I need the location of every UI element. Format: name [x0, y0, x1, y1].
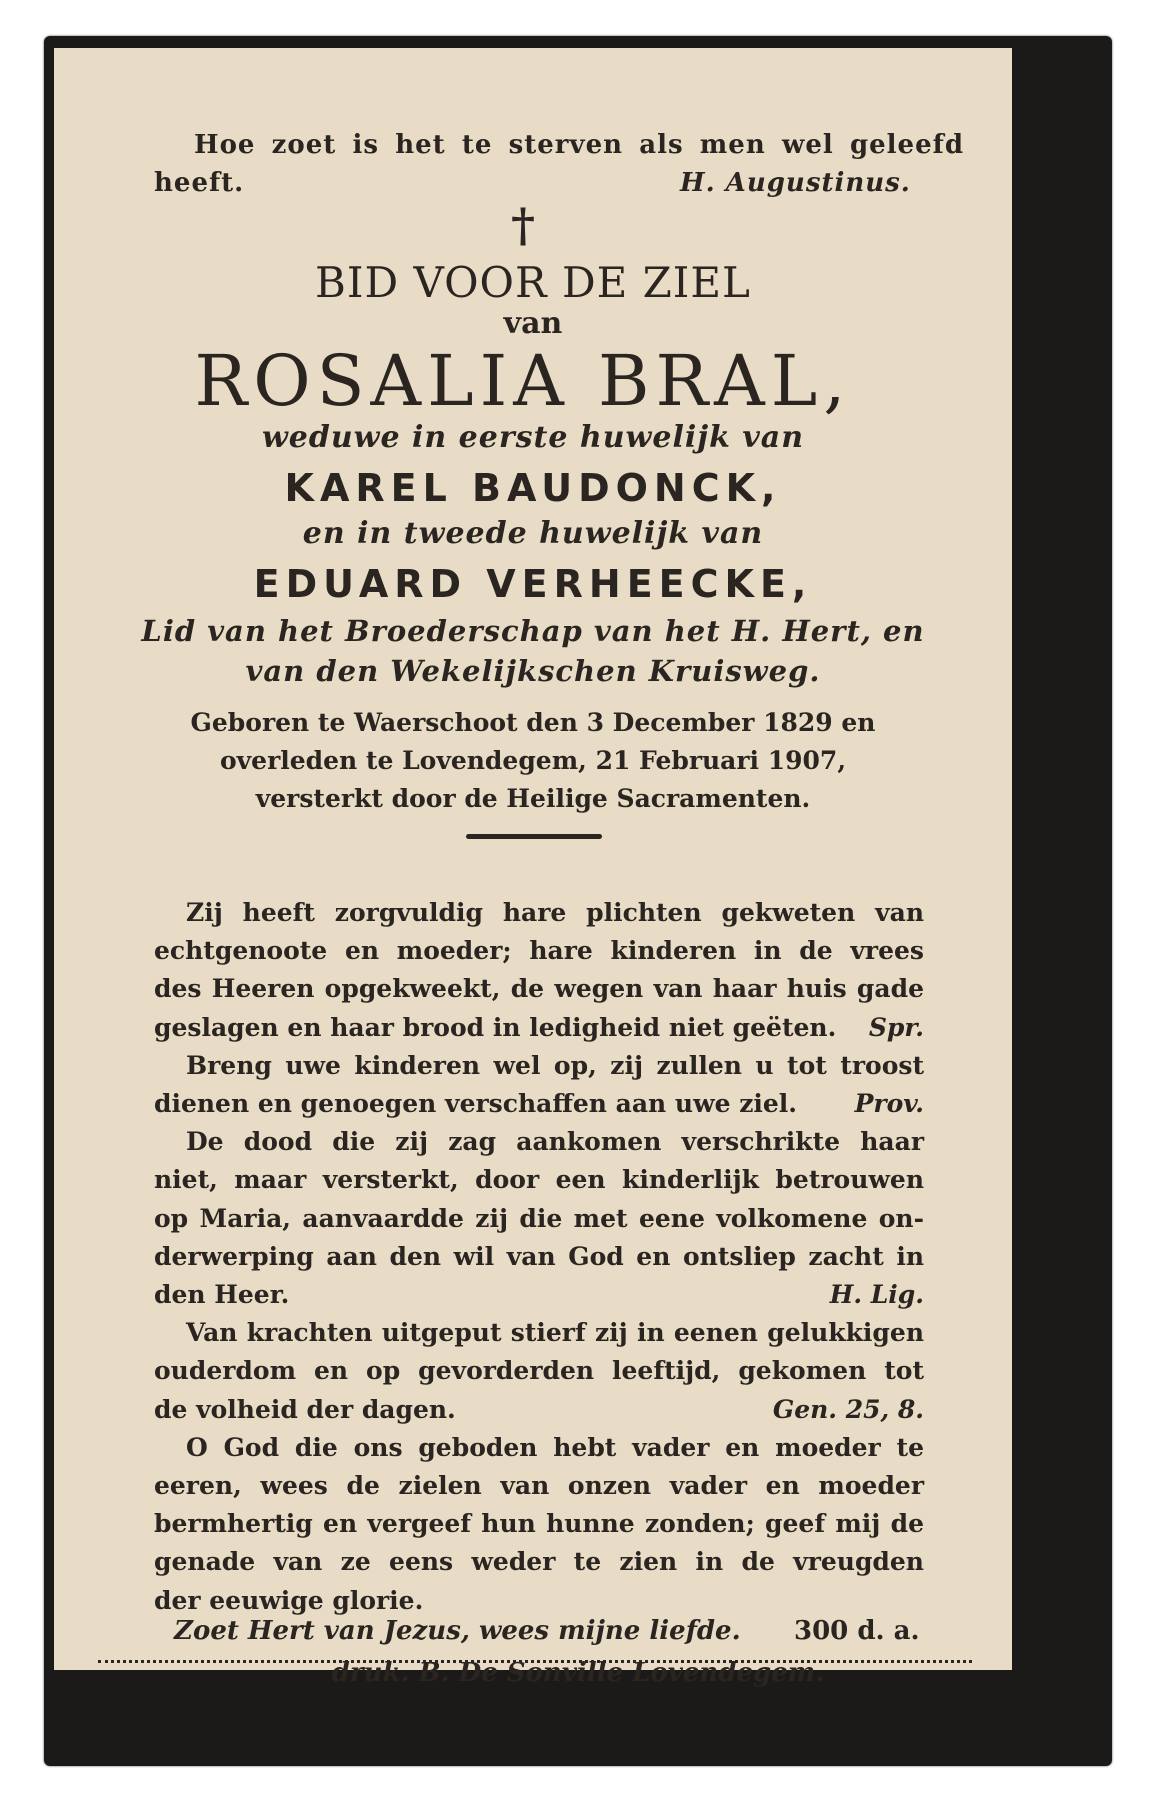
- source-reference: Prov.: [854, 1089, 924, 1118]
- text-line: echtgenoote en moeder; hare kinderen in de vrees: [154, 936, 924, 966]
- text-line: Breng uwe kinderen wel op, zij zullen u tot troost: [186, 1050, 924, 1080]
- text-line: genade van ze eens weder te zien in de vreugden: [154, 1547, 924, 1577]
- text-line: Van krachten uitgeput stierf zij in eenen gelukkigen: [186, 1318, 924, 1348]
- text-line: bermhertig en vergeef hun hunne zonden; geef mij de: [154, 1509, 924, 1539]
- birth-line: Geboren te Waerschoot den 3 December 1829 en: [190, 708, 876, 737]
- text-line: den Heer.: [154, 1280, 290, 1309]
- widow-line-2: en in tweede huwelijk van: [302, 516, 764, 551]
- widow-line-1: weduwe in eerste huwelijk van: [261, 420, 805, 455]
- text-line: der eeuwige glorie.: [154, 1585, 424, 1615]
- text-line: op Maria, aanvaardde zij die met eene volkomene on-: [154, 1203, 924, 1233]
- text-line: ouderdom en op gevorderden leeftijd, gekomen tot: [154, 1356, 924, 1386]
- invocation-text: Zoet Hert van Jezus, wees mijne liefde.: [174, 1616, 741, 1646]
- text-line: de volheid der dagen.: [154, 1394, 456, 1424]
- memorial-card: [54, 48, 1012, 1670]
- text-line: niet, maar versterkt, door een kinderlijk betrouwen: [154, 1165, 924, 1195]
- epigraph-text-2: heeft.: [154, 168, 245, 198]
- text-line: des Heeren opgekweekt, de wegen van haar huis gade: [154, 974, 924, 1004]
- text-line: De dood die zij zag aankomen verschrikte haar: [186, 1127, 924, 1157]
- epigraph-attribution: H. Augustinus.: [680, 168, 911, 198]
- text-line: dienen en genoegen verschaffen aan uwe ziel.: [154, 1089, 798, 1118]
- text-line: O God die ons geboden hebt vader en moeder te: [186, 1432, 924, 1462]
- source-reference: H. Lig.: [829, 1280, 924, 1309]
- van-line-1: van: [503, 306, 563, 341]
- text-line: derwerping aan den wil van God en ontsliep zacht in: [154, 1241, 924, 1271]
- text-line: geslagen en haar brood in ledigheid niet geëten.: [154, 1012, 837, 1042]
- sacraments-line: versterkt door de Heilige Sacramenten.: [255, 784, 811, 813]
- pray-heading: BID VOOR DE ZIEL: [315, 258, 751, 307]
- death-line: overleden te Lovendegem, 21 Februari 1907,: [219, 746, 847, 775]
- source-reference: Gen. 25, 8.: [772, 1394, 924, 1424]
- cross-icon: †: [510, 198, 536, 252]
- text-line: Zij heeft zorgvuldig hare plichten gekweten van: [186, 898, 924, 927]
- membership-line-1: Lid van het Broederschap van het H. Hert, en: [141, 614, 925, 648]
- deceased-name: ROSALIA BRAL,: [194, 340, 852, 422]
- ornamental-divider: [466, 834, 602, 839]
- source-reference: Spr.: [868, 1012, 924, 1042]
- membership-line-2: van den Wekelijkschen Kruisweg.: [245, 654, 821, 688]
- husband-2-name: EDUARD VERHEECKE,: [253, 562, 813, 606]
- text-line: eeren, wees de zielen van onzen vader en moeder: [154, 1471, 924, 1500]
- indulgence-text: 300 d. a.: [794, 1616, 920, 1646]
- husband-1-name: KAREL BAUDONCK,: [284, 466, 782, 510]
- epigraph-line-1: [194, 130, 964, 160]
- epigraph-text-1: Hoe zoet is het te sterven als men wel geleefd: [194, 130, 964, 160]
- printer-credit: druk. B. De Sonville Lovendegem.: [331, 1658, 825, 1688]
